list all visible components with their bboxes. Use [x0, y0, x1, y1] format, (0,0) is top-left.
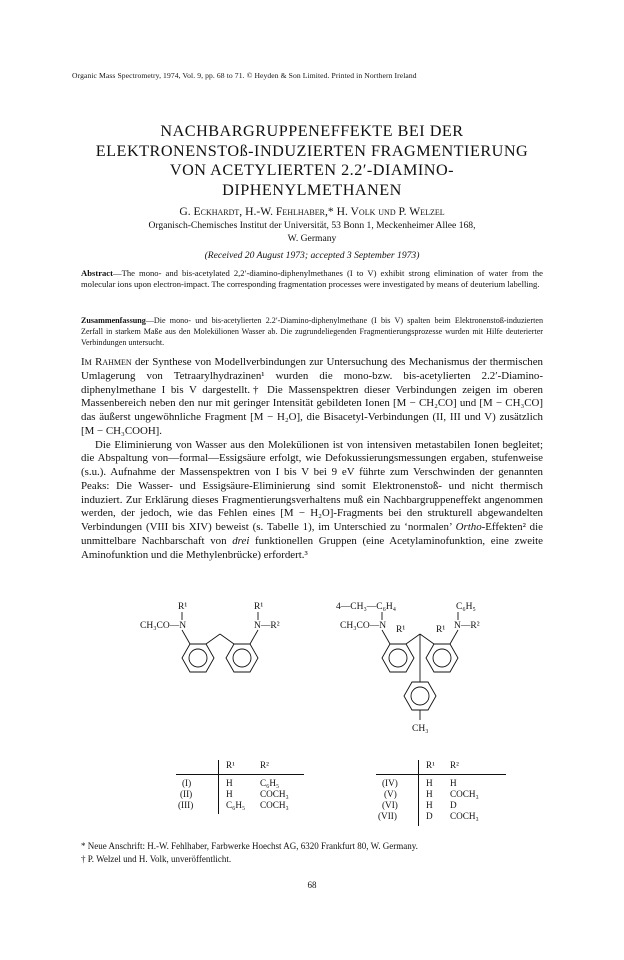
right-row-r2: COCH₃: [450, 811, 479, 821]
paragraph-2-text-b: -Effekten² die unmittelbare Nachbarschaft von: [81, 521, 543, 547]
journal-header: [72, 71, 552, 80]
left-table-divider: [218, 760, 219, 814]
zusammenfassung-text: —Die mono- und bis-acetylierten 2.2′-Diamino-diphenylmethane (I bis V) spalten beim Elektronenstoß-induzierten Zerfall in starkem Maße aus den Molekülionen Wasser ab. Die zugrundeliegenden Fragmentierungsprozesse wurden mit Hilfe deuterierter Verbindungen untersucht.: [81, 316, 543, 347]
chemical-structures: [140, 598, 520, 750]
right-acyl-label: CH₃CO—N: [340, 621, 387, 631]
structure-right: [382, 612, 458, 720]
right-table-header-r1: R¹: [426, 760, 435, 770]
right-methyl-label: CH₃: [412, 724, 429, 734]
footnote-1: * Neue Anschrift: H.-W. Fehlhaber, Farbwerke Hoechst AG, 6320 Frankfurt 80, W. Germany.: [81, 841, 418, 851]
affiliation: [80, 220, 544, 245]
title-line-1: NACHBARGRUPPENEFFEKTE BEI DER: [160, 122, 464, 140]
right-r1-a: R¹: [396, 625, 406, 635]
left-r1-a: R¹: [178, 602, 188, 612]
substituent-tables: [72, 760, 552, 840]
right-row-id: (V): [384, 789, 397, 799]
footnote-2: † P. Welzel und H. Volk, unveröffentlicht.: [81, 853, 232, 864]
title-line-4: DIPHENYLMETHANEN: [222, 180, 402, 199]
right-tolyl-label: 4—CH₃—C₆H₄: [336, 602, 397, 612]
left-table-header-r2: R²: [260, 760, 269, 770]
authors-line: G. Eckhardt, H.-W. Fehlhaber,* H. Volk und P. Welzel: [179, 205, 445, 218]
right-table-rule: [376, 774, 506, 775]
body-text: [81, 356, 543, 562]
paragraph-lead: Im Rahmen: [81, 356, 132, 368]
right-row-r2: COCH₃: [450, 789, 479, 799]
affiliation-line-1: Organisch-Chemisches Institut der Universität, 53 Bonn 1, Meckenheimer Allee 168,: [148, 220, 476, 231]
title-line-3: VON ACETYLIERTEN 2.2′-DIAMINO-: [169, 161, 455, 179]
title-line-2: ELEKTRONENSTOß-INDUZIERTEN FRAGMENTIERUNG: [95, 141, 529, 160]
left-table-header-r1: R¹: [226, 760, 235, 770]
footnotes: [81, 840, 543, 865]
left-table-rule: [176, 774, 304, 775]
zusammenfassung-block: [81, 315, 543, 348]
right-row-r2: H: [450, 778, 457, 788]
right-table-divider: [418, 760, 419, 826]
right-phenyl-label: C₆H₅: [456, 602, 476, 612]
left-r1-b: R¹: [254, 602, 264, 612]
left-row-id: (III): [178, 800, 194, 810]
zusammenfassung-label: Zusammenfassung: [81, 316, 146, 325]
paper-title: [60, 122, 564, 200]
drei-word: drei: [232, 534, 250, 547]
left-row-r2: COCH₃: [260, 800, 289, 810]
affiliation-line-2: W. Germany: [287, 232, 337, 244]
left-row-r2: COCH₃: [260, 789, 289, 799]
right-row-r1: H: [426, 800, 433, 810]
paragraph-1-text: der Synthese von Modellverbindungen zur Untersuchung des Mechanismus der thermischen Umlagerung von Tetraarylhydrazinen¹ wurden die mono-bzw. bis-acetylierten 2.2′-Diamino-diphenylmethane I bis V dargestellt.† Die Massenspektren dieser Verbindungen zeigen im oberen Massenbereich neben den nur mit geringer Intensität gebildeten Ionen [M − CH₂CO] und [M − CH₃CO] das äußerst ungewöhnliche Fragment [M − H₂O], die Bisacetyl-Verbindungen (II, III und V) zusätzlich [M − CH₃COOH].: [81, 356, 544, 437]
abstract-text: —The mono- and bis-acetylated 2,2′-diamino-diphenylmethanes (I to V) exhibit strong elimination of water from the molecular ions upon electron-impact. The corresponding fragmentation processes were investigated by means of deuterium labelling.: [81, 268, 543, 290]
right-row-r2: D: [450, 800, 457, 810]
journal-line: Organic Mass Spectrometry, 1974, Vol. 9, pp. 68 to 71. © Heyden & Son Limited. Printed in Northern Ireland: [72, 71, 417, 80]
right-row-id: (VI): [382, 800, 398, 810]
left-row-id: (I): [182, 778, 192, 788]
right-r1-b: R¹: [436, 625, 446, 635]
right-row-r1: D: [426, 811, 433, 821]
structure-left: [182, 612, 258, 672]
abstract-block: [81, 268, 543, 290]
right-row-r1: H: [426, 778, 433, 788]
abstract-label: Abstract: [81, 268, 113, 278]
left-row-r1: C₆H₅: [226, 800, 246, 810]
right-row-id: (IV): [382, 778, 398, 788]
paragraph-2-text-a: Die Eliminierung von Wasser aus den Molekülionen ist von intensiven metastabilen Ionen begleitet; die Abspaltung von—formal—Essigsäure erfolgt, wie Defokussierungsmessungen ergaben, stufenweise (s.u.). Aufnahme der Massenspektren von I bis V bei 9 eV führte zum Verschwinden der genannten Peaks: Die Wasser- und Essigsäure-Eliminierung sind somit Elektronenstoß- und nicht thermisch induziert. Zur Erklärung dieses Fragmentierungsverhaltens muß ein Nachbargruppeneffekt angenommen werden, der jedoch, wie das Fehlen eines [M − H₂O]-Fragments bei den strukturell abgewandelten Verbindungen (VIII bis XIV) beweist (s. Tabelle 1), im Unterschied zu ‘normalen’: [81, 438, 543, 533]
left-row-r1: H: [226, 789, 233, 799]
received-dates: [60, 250, 564, 261]
right-n-r2-label: N—R²: [454, 621, 480, 631]
right-row-id: (VII): [378, 811, 397, 821]
left-row-r1: H: [226, 778, 233, 788]
author-list: [60, 204, 564, 219]
page-number: 68: [307, 880, 317, 890]
left-n-r2-label: N—R²: [254, 621, 280, 631]
paragraph-2-text-c: funktionellen Gruppen (eine Acetylaminofunktion, eine zweite Aminofunktion und die Methylenbrücke) erfordert.³: [81, 534, 543, 561]
left-row-id: (II): [180, 789, 193, 799]
left-acyl-label: CH₃CO—N: [140, 621, 187, 631]
received-text: (Received 20 August 1973; accepted 3 September 1973): [204, 250, 420, 261]
right-table-header-r2: R²: [450, 760, 459, 770]
structure-drawing: [140, 598, 520, 750]
body-paragraph-2: [81, 439, 543, 563]
left-row-r2: C₆H₅: [260, 778, 280, 788]
ortho-word: Ortho: [455, 521, 482, 533]
body-paragraph-1: [81, 356, 543, 439]
right-row-r1: H: [426, 789, 433, 799]
